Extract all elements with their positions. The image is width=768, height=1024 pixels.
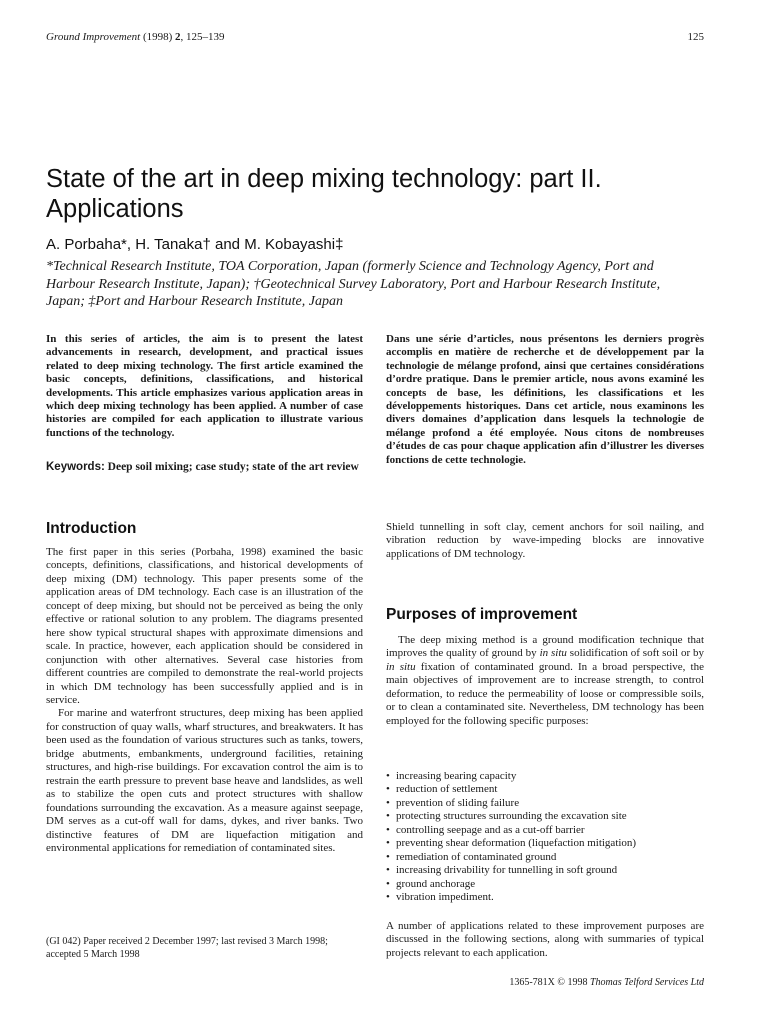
in-situ-term: in situ: [539, 647, 567, 660]
introduction-paragraph: The first paper in this series (Porbaha, 1998) examined the basic concepts, definitions, classifications, and historical developments of deep mixing (DM) technology. This paper presents some of the application areas of DM technology. Each case is an illustration of the concept of deep mixing, but should not be perceived as being the only effective or rational solution to any problem. The diagrams presented here show typical structural shapes with approximate dimensions and scale. In practice, however, each application should be considered in conjunction with other alternatives. Several case histories from different countries are compiled to demonstrate the real-world projects in which DM technology has been successfully applied and is in service.: [46, 546, 363, 706]
journal-name: Ground Improvement: [46, 31, 141, 43]
list-item: • protecting structures surrounding the excavation site: [386, 810, 704, 823]
list-item: • controlling seepage and as a cut-off barrier: [386, 824, 704, 837]
purposes-body: [386, 634, 704, 728]
keywords-label: Keywords:: [46, 461, 105, 473]
journal-citation: [46, 30, 225, 44]
list-item: • preventing shear deformation (liquefaction mitigation): [386, 837, 704, 850]
abstract-french: Dans une série d’articles, nous présentons les derniers progrès accomplis en matière de recherche et de développement par la technologie de mélange profond, ainsi que certaines considérations d’ordre pratique. Dans le premier article, nous avons examiné les concepts de base, les définitions, les classifications et les développements historiques. Dans cet article, nous examinons les divers domaines d’application dans lesquels la technologie de mélange profond a été employée. Nous citons de nombreuses d’études de cas pour chaque application afin d’illustrer les diverses fonctions de cette technologie.: [386, 333, 704, 466]
purposes-text: fixation of contaminated ground. In a broad perspective, the main objectives of improvement are to increase strength, to control deformation, to reduce the permeability of loose or compressible soils, or to clean a contaminated site. Nevertheless, DM technology has been employed for the following specific purposes:: [386, 660, 704, 727]
submission-footnote: (GI 042) Paper received 2 December 1997; last revised 3 March 1998; accepted 5 March 1998: [46, 936, 328, 960]
list-item: • vibration impediment.: [386, 891, 704, 904]
journal-volume: 2: [175, 31, 181, 43]
copyright: © 1998: [557, 977, 588, 988]
page-number: 125: [687, 31, 704, 43]
list-item: • increasing bearing capacity: [386, 770, 704, 783]
article-title: State of the art in deep mixing technology: part II. Applications: [46, 165, 602, 223]
closing-text: A number of applications related to these improvement purposes are discussed in the following sections, along with summaries of typical projects relevant to each application.: [386, 920, 704, 959]
journal-year: (1998): [142, 31, 173, 43]
article-authors: A. Porbaha*, H. Tanaka† and M. Kobayashi‡: [46, 236, 344, 253]
introduction-paragraph: For marine and waterfront structures, deep mixing has been applied for construction of quay walls, wharf structures, and breakwaters. It has been used as the foundation of various structures such as tanks, towers, bridge abutments, embankments, underground facilities, retaining structures, and high-rise buildings. For excavation control the aim is to restrain the earth pressure to prevent base heave and landslides, as well as to stabilize the open cuts and protect structures with shallow foundations surrounding the excavation. As a measure against seepage, DM serves as a cut-off wall for dams, dykes, and river banks. Two distinctive features of DM are liquefaction mitigation and environmental applications for remediation of contaminated sites.: [46, 707, 363, 854]
purposes-text: The deep mixing method is a ground modification technique that improves the quality of ground by: [386, 634, 704, 660]
footer-credit: [509, 977, 704, 989]
author-affiliations: *Technical Research Institute, TOA Corporation, Japan (formerly Science and Technology Agency, Port and Harbour Research Institute, Japan); †Geotechnical Survey Laboratory, Port and Harbour Research Institute, Japan; ‡Port and Harbour Research Institute, Japan: [46, 259, 661, 310]
running-head: [46, 30, 704, 46]
keywords: [46, 460, 363, 474]
introduction-heading: Introduction: [46, 520, 137, 537]
introduction-body: [46, 546, 363, 855]
list-item: • increasing drivability for tunnelling in soft ground: [386, 864, 704, 877]
shield-text: Shield tunnelling in soft clay, cement anchors for soil nailing, and vibration reduction by wave-impeding blocks are innovative applications of DM technology.: [386, 521, 704, 560]
publisher: Thomas Telford Services Ltd: [590, 977, 704, 988]
purposes-list: [386, 770, 704, 905]
abstract-english: In this series of articles, the aim is to present the latest advancements in research, development, and practical issues related to deep mixing technology. The first article examined the basic concepts, definitions, classifications, and historical developments. This article emphasizes various application areas in which deep mixing technology has been applied. A number of case histories are compiled for each application to illustrate various functions of the technology.: [46, 333, 363, 439]
list-item: • reduction of settlement: [386, 783, 704, 796]
journal-pages: , 125–139: [180, 31, 225, 43]
list-item: • remediation of contaminated ground: [386, 851, 704, 864]
list-item: • ground anchorage: [386, 878, 704, 891]
closing-paragraph: [386, 920, 704, 960]
keywords-text: Deep soil mixing; case study; state of the art review: [104, 461, 359, 473]
in-situ-term: in situ: [386, 660, 416, 673]
purposes-paragraph: [386, 634, 704, 728]
list-item: • prevention of sliding failure: [386, 797, 704, 810]
purposes-heading: Purposes of improvement: [386, 606, 578, 623]
issn: 1365-781X: [509, 977, 555, 988]
purposes-text: solidification of soft soil or by: [566, 647, 705, 660]
shield-paragraph: [386, 521, 704, 561]
